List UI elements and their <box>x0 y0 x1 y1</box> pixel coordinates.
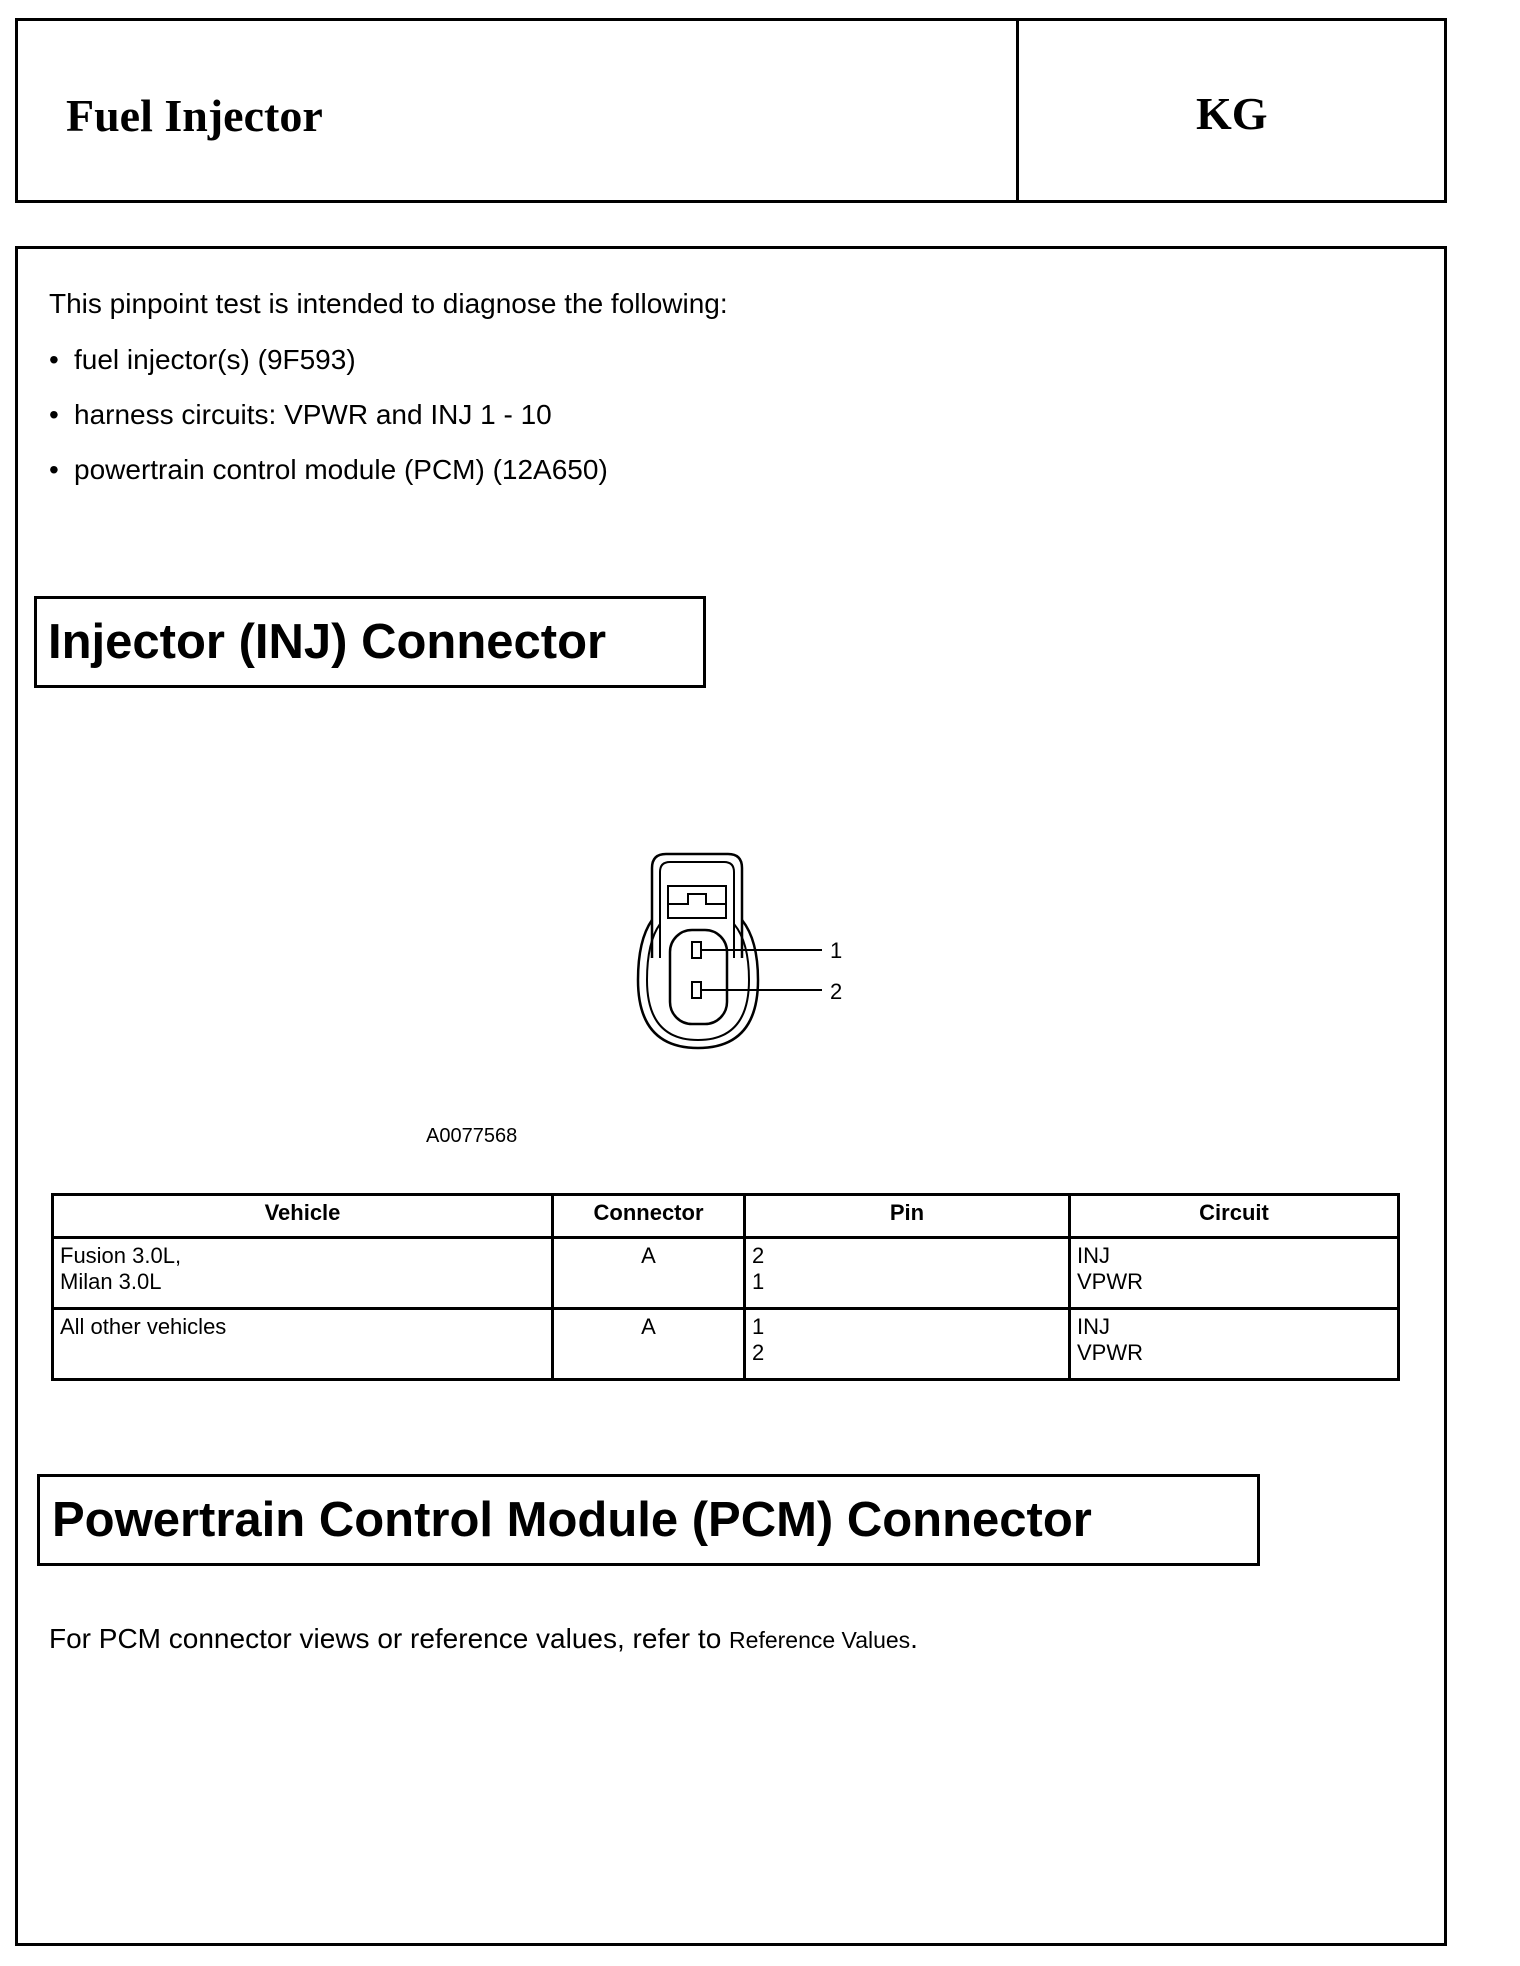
connector-cell: A <box>553 1309 745 1380</box>
circuit-line: VPWR <box>1077 1340 1143 1365</box>
pcm-reference-text <box>49 1621 918 1658</box>
vehicle-line: All other vehicles <box>60 1314 227 1339</box>
reference-values-link[interactable]: Reference Values <box>729 1627 911 1653</box>
injector-pin-table <box>51 1193 1400 1381</box>
pin-1-label: 1 <box>830 938 843 963</box>
circuit-line: INJ <box>1077 1243 1110 1268</box>
column-header-connector: Connector <box>553 1195 745 1238</box>
figure-id: A0077568 <box>426 1125 518 1147</box>
list-item: • fuel injector(s) (9F593) <box>49 344 356 375</box>
vehicle-cell <box>53 1238 553 1309</box>
list-item-text: fuel injector(s) (9F593) <box>74 344 356 375</box>
pin-2-label: 2 <box>830 979 843 1004</box>
pin-cell <box>745 1238 1070 1309</box>
pcm-reference-lead: For PCM connector views or reference values, refer to <box>49 1623 730 1654</box>
page-title: Fuel Injector <box>66 90 323 141</box>
vehicle-line: Fusion 3.0L, <box>60 1243 182 1268</box>
table-row <box>53 1309 1399 1380</box>
test-code: KG <box>1196 88 1268 139</box>
vehicle-cell <box>53 1309 553 1380</box>
circuit-cell <box>1070 1238 1399 1309</box>
header-divider <box>1016 18 1019 203</box>
pin-1-terminal <box>692 942 701 958</box>
pin-line: 1 <box>752 1314 765 1339</box>
list-item-text: powertrain control module (PCM) (12A650) <box>74 454 608 485</box>
table-row <box>53 1238 1399 1309</box>
table-header-row <box>53 1195 1399 1238</box>
column-header-vehicle: Vehicle <box>53 1195 553 1238</box>
diagnosis-list <box>49 342 608 507</box>
column-header-circuit: Circuit <box>1070 1195 1399 1238</box>
injector-connector-diagram <box>630 850 860 1060</box>
pcm-connector-heading: Powertrain Control Module (PCM) Connector <box>37 1474 1260 1566</box>
pin-2-terminal <box>692 982 701 998</box>
list-item-text: harness circuits: VPWR and INJ 1 - 10 <box>74 399 552 430</box>
pin-line: 2 <box>752 1340 765 1365</box>
pcm-reference-tail: . <box>910 1623 918 1654</box>
connector-cell: A <box>553 1238 745 1309</box>
circuit-line: VPWR <box>1077 1269 1143 1294</box>
pin-cell <box>745 1309 1070 1380</box>
list-item: • powertrain control module (PCM) (12A650) <box>49 454 608 485</box>
circuit-cell <box>1070 1309 1399 1380</box>
pin-line: 2 <box>752 1243 765 1268</box>
intro-text: This pinpoint test is intended to diagnose the following: <box>49 288 728 319</box>
injector-connector-heading: Injector (INJ) Connector <box>34 596 706 688</box>
vehicle-line: Milan 3.0L <box>60 1269 162 1294</box>
list-item: • harness circuits: VPWR and INJ 1 - 10 <box>49 399 552 430</box>
pin-line: 1 <box>752 1269 765 1294</box>
column-header-pin: Pin <box>745 1195 1070 1238</box>
circuit-line: INJ <box>1077 1314 1110 1339</box>
